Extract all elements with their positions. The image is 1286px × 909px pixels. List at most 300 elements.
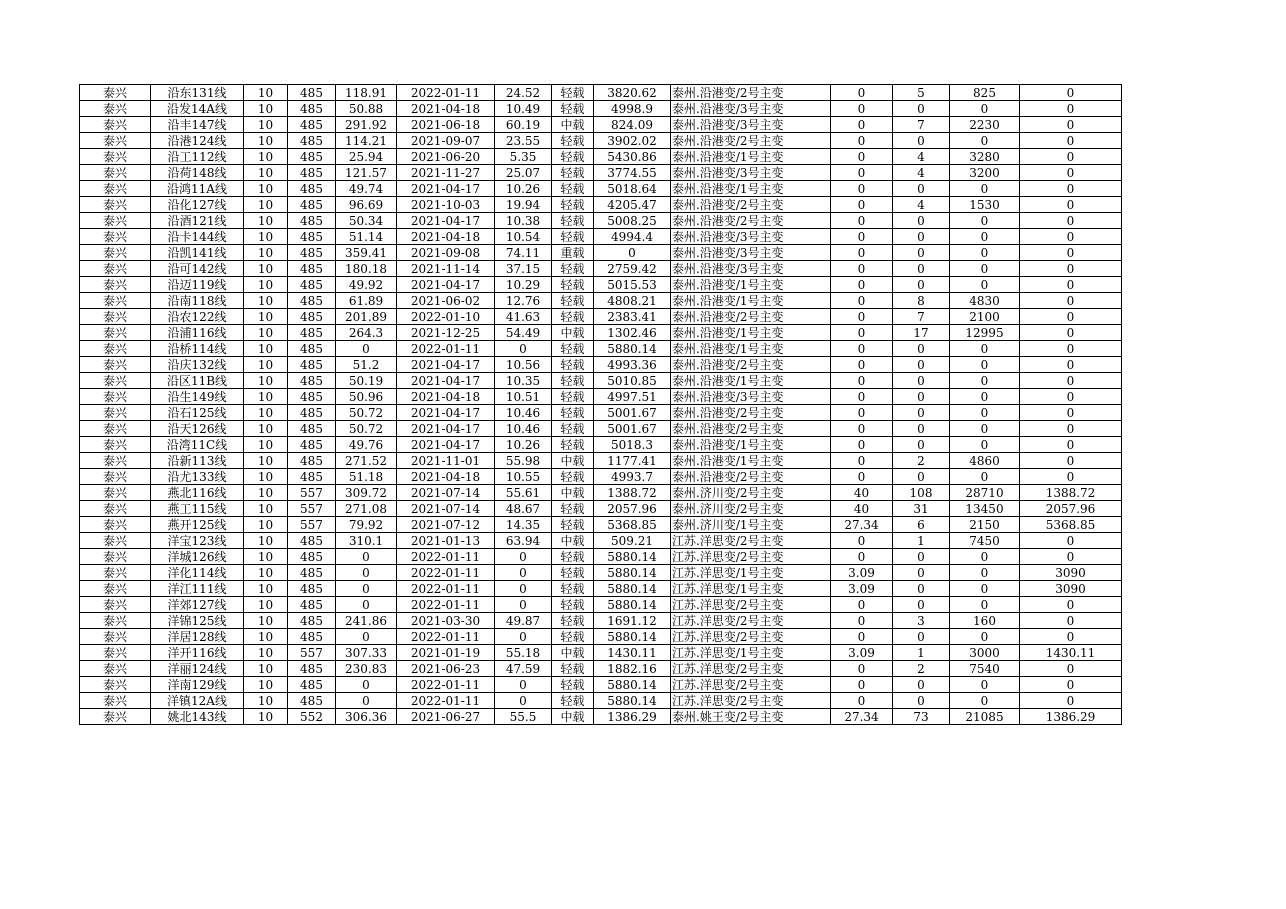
load-rate-cell[interactable]: 0 [495, 565, 552, 581]
col-k-cell[interactable]: 0 [831, 373, 893, 389]
col-n-cell[interactable]: 0 [1020, 133, 1122, 149]
voltage-cell[interactable]: 10 [244, 293, 288, 309]
rated-current-cell[interactable]: 485 [288, 85, 336, 101]
transformer-cell[interactable]: 泰州.沿港变/1号主变 [671, 181, 831, 197]
col-n-cell[interactable]: 0 [1020, 309, 1122, 325]
col-k-cell[interactable]: 0 [831, 229, 893, 245]
county-cell[interactable]: 泰兴 [80, 389, 151, 405]
margin-cell[interactable]: 4205.47 [594, 197, 671, 213]
col-l-cell[interactable]: 7 [893, 117, 950, 133]
rated-current-cell[interactable]: 485 [288, 533, 336, 549]
max-current-cell[interactable]: 49.76 [336, 437, 397, 453]
voltage-cell[interactable]: 10 [244, 85, 288, 101]
col-k-cell[interactable]: 3.09 [831, 565, 893, 581]
voltage-cell[interactable]: 10 [244, 277, 288, 293]
voltage-cell[interactable]: 10 [244, 581, 288, 597]
col-k-cell[interactable]: 0 [831, 453, 893, 469]
load-status-cell[interactable]: 轻载 [552, 581, 594, 597]
col-m-cell[interactable]: 0 [950, 277, 1020, 293]
load-rate-cell[interactable]: 10.46 [495, 421, 552, 437]
col-m-cell[interactable]: 0 [950, 693, 1020, 709]
transformer-cell[interactable]: 泰州.沿港变/1号主变 [671, 293, 831, 309]
col-l-cell[interactable]: 0 [893, 421, 950, 437]
rated-current-cell[interactable]: 485 [288, 245, 336, 261]
date-cell[interactable]: 2021-09-07 [397, 133, 495, 149]
margin-cell[interactable]: 5880.14 [594, 629, 671, 645]
max-current-cell[interactable]: 230.83 [336, 661, 397, 677]
load-status-cell[interactable]: 轻载 [552, 213, 594, 229]
col-m-cell[interactable]: 0 [950, 133, 1020, 149]
col-n-cell[interactable]: 0 [1020, 277, 1122, 293]
max-current-cell[interactable]: 50.72 [336, 405, 397, 421]
voltage-cell[interactable]: 10 [244, 645, 288, 661]
voltage-cell[interactable]: 10 [244, 485, 288, 501]
county-cell[interactable]: 泰兴 [80, 565, 151, 581]
col-n-cell[interactable]: 5368.85 [1020, 517, 1122, 533]
col-m-cell[interactable]: 12995 [950, 325, 1020, 341]
load-rate-cell[interactable]: 48.67 [495, 501, 552, 517]
county-cell[interactable]: 泰兴 [80, 101, 151, 117]
col-m-cell[interactable]: 3200 [950, 165, 1020, 181]
voltage-cell[interactable]: 10 [244, 197, 288, 213]
rated-current-cell[interactable]: 485 [288, 309, 336, 325]
col-k-cell[interactable]: 0 [831, 149, 893, 165]
line-name-cell[interactable]: 洋锦125线 [151, 613, 244, 629]
margin-cell[interactable]: 1691.12 [594, 613, 671, 629]
max-current-cell[interactable]: 271.52 [336, 453, 397, 469]
transformer-cell[interactable]: 江苏.洋思变/2号主变 [671, 613, 831, 629]
margin-cell[interactable]: 0 [594, 245, 671, 261]
date-cell[interactable]: 2021-11-01 [397, 453, 495, 469]
col-m-cell[interactable]: 825 [950, 85, 1020, 101]
county-cell[interactable]: 泰兴 [80, 117, 151, 133]
load-status-cell[interactable]: 中载 [552, 325, 594, 341]
col-l-cell[interactable]: 3 [893, 613, 950, 629]
line-name-cell[interactable]: 燕北116线 [151, 485, 244, 501]
county-cell[interactable]: 泰兴 [80, 645, 151, 661]
transformer-cell[interactable]: 泰州.济川变/2号主变 [671, 501, 831, 517]
transformer-cell[interactable]: 泰州.沿港变/2号主变 [671, 421, 831, 437]
date-cell[interactable]: 2021-04-17 [397, 213, 495, 229]
county-cell[interactable]: 泰兴 [80, 549, 151, 565]
col-l-cell[interactable]: 0 [893, 549, 950, 565]
voltage-cell[interactable]: 10 [244, 693, 288, 709]
col-m-cell[interactable]: 0 [950, 405, 1020, 421]
line-name-cell[interactable]: 沿尤133线 [151, 469, 244, 485]
line-name-cell[interactable]: 沿石125线 [151, 405, 244, 421]
transformer-cell[interactable]: 泰州.济川变/2号主变 [671, 485, 831, 501]
col-n-cell[interactable]: 0 [1020, 101, 1122, 117]
max-current-cell[interactable]: 51.18 [336, 469, 397, 485]
line-name-cell[interactable]: 沿丰147线 [151, 117, 244, 133]
col-m-cell[interactable]: 0 [950, 341, 1020, 357]
col-l-cell[interactable]: 8 [893, 293, 950, 309]
load-rate-cell[interactable]: 14.35 [495, 517, 552, 533]
col-k-cell[interactable]: 0 [831, 293, 893, 309]
transformer-cell[interactable]: 泰州.沿港变/3号主变 [671, 389, 831, 405]
date-cell[interactable]: 2021-01-13 [397, 533, 495, 549]
line-name-cell[interactable]: 洋丽124线 [151, 661, 244, 677]
col-n-cell[interactable]: 0 [1020, 85, 1122, 101]
rated-current-cell[interactable]: 485 [288, 181, 336, 197]
line-name-cell[interactable]: 沿浦116线 [151, 325, 244, 341]
transformer-cell[interactable]: 泰州.沿港变/1号主变 [671, 149, 831, 165]
col-m-cell[interactable]: 4860 [950, 453, 1020, 469]
max-current-cell[interactable]: 50.19 [336, 373, 397, 389]
voltage-cell[interactable]: 10 [244, 613, 288, 629]
margin-cell[interactable]: 4997.51 [594, 389, 671, 405]
col-n-cell[interactable]: 0 [1020, 389, 1122, 405]
rated-current-cell[interactable]: 485 [288, 341, 336, 357]
line-name-cell[interactable]: 沿凯141线 [151, 245, 244, 261]
margin-cell[interactable]: 1430.11 [594, 645, 671, 661]
rated-current-cell[interactable]: 557 [288, 485, 336, 501]
load-status-cell[interactable]: 轻载 [552, 565, 594, 581]
load-status-cell[interactable]: 轻载 [552, 389, 594, 405]
county-cell[interactable]: 泰兴 [80, 533, 151, 549]
date-cell[interactable]: 2021-06-18 [397, 117, 495, 133]
col-l-cell[interactable]: 1 [893, 645, 950, 661]
load-status-cell[interactable]: 中载 [552, 645, 594, 661]
max-current-cell[interactable]: 79.92 [336, 517, 397, 533]
margin-cell[interactable]: 5018.64 [594, 181, 671, 197]
col-m-cell[interactable]: 0 [950, 245, 1020, 261]
transformer-cell[interactable]: 江苏.洋思变/2号主变 [671, 549, 831, 565]
max-current-cell[interactable]: 96.69 [336, 197, 397, 213]
col-n-cell[interactable]: 0 [1020, 325, 1122, 341]
rated-current-cell[interactable]: 485 [288, 469, 336, 485]
voltage-cell[interactable]: 10 [244, 149, 288, 165]
date-cell[interactable]: 2021-09-08 [397, 245, 495, 261]
max-current-cell[interactable]: 310.1 [336, 533, 397, 549]
county-cell[interactable]: 泰兴 [80, 293, 151, 309]
rated-current-cell[interactable]: 557 [288, 645, 336, 661]
load-status-cell[interactable]: 轻载 [552, 181, 594, 197]
load-rate-cell[interactable]: 63.94 [495, 533, 552, 549]
max-current-cell[interactable]: 0 [336, 597, 397, 613]
margin-cell[interactable]: 4994.4 [594, 229, 671, 245]
rated-current-cell[interactable]: 485 [288, 325, 336, 341]
county-cell[interactable]: 泰兴 [80, 213, 151, 229]
col-l-cell[interactable]: 0 [893, 213, 950, 229]
col-k-cell[interactable]: 27.34 [831, 517, 893, 533]
voltage-cell[interactable]: 10 [244, 709, 288, 725]
voltage-cell[interactable]: 10 [244, 677, 288, 693]
load-rate-cell[interactable]: 60.19 [495, 117, 552, 133]
voltage-cell[interactable]: 10 [244, 117, 288, 133]
date-cell[interactable]: 2021-06-27 [397, 709, 495, 725]
load-rate-cell[interactable]: 10.46 [495, 405, 552, 421]
county-cell[interactable]: 泰兴 [80, 629, 151, 645]
county-cell[interactable]: 泰兴 [80, 133, 151, 149]
line-name-cell[interactable]: 沿区11B线 [151, 373, 244, 389]
line-name-cell[interactable]: 沿桥114线 [151, 341, 244, 357]
col-l-cell[interactable]: 7 [893, 309, 950, 325]
col-n-cell[interactable]: 0 [1020, 405, 1122, 421]
line-name-cell[interactable]: 洋城126线 [151, 549, 244, 565]
line-name-cell[interactable]: 沿农122线 [151, 309, 244, 325]
date-cell[interactable]: 2021-04-18 [397, 389, 495, 405]
col-k-cell[interactable]: 0 [831, 309, 893, 325]
col-l-cell[interactable]: 73 [893, 709, 950, 725]
voltage-cell[interactable]: 10 [244, 229, 288, 245]
col-k-cell[interactable]: 0 [831, 677, 893, 693]
margin-cell[interactable]: 5018.3 [594, 437, 671, 453]
col-n-cell[interactable]: 1430.11 [1020, 645, 1122, 661]
max-current-cell[interactable]: 0 [336, 549, 397, 565]
col-n-cell[interactable]: 0 [1020, 533, 1122, 549]
rated-current-cell[interactable]: 485 [288, 693, 336, 709]
date-cell[interactable]: 2022-01-11 [397, 597, 495, 613]
county-cell[interactable]: 泰兴 [80, 453, 151, 469]
load-status-cell[interactable]: 轻载 [552, 677, 594, 693]
rated-current-cell[interactable]: 485 [288, 453, 336, 469]
col-k-cell[interactable]: 0 [831, 661, 893, 677]
col-m-cell[interactable]: 1530 [950, 197, 1020, 213]
col-k-cell[interactable]: 0 [831, 549, 893, 565]
col-m-cell[interactable]: 0 [950, 229, 1020, 245]
max-current-cell[interactable]: 291.92 [336, 117, 397, 133]
voltage-cell[interactable]: 10 [244, 517, 288, 533]
line-name-cell[interactable]: 洋镇12A线 [151, 693, 244, 709]
col-m-cell[interactable]: 7540 [950, 661, 1020, 677]
col-n-cell[interactable]: 1386.29 [1020, 709, 1122, 725]
county-cell[interactable]: 泰兴 [80, 709, 151, 725]
margin-cell[interactable]: 3774.55 [594, 165, 671, 181]
col-m-cell[interactable]: 0 [950, 469, 1020, 485]
col-m-cell[interactable]: 0 [950, 581, 1020, 597]
rated-current-cell[interactable]: 485 [288, 213, 336, 229]
line-name-cell[interactable]: 燕开125线 [151, 517, 244, 533]
col-k-cell[interactable]: 0 [831, 405, 893, 421]
col-k-cell[interactable]: 0 [831, 245, 893, 261]
col-n-cell[interactable]: 3090 [1020, 565, 1122, 581]
max-current-cell[interactable]: 264.3 [336, 325, 397, 341]
col-k-cell[interactable]: 0 [831, 165, 893, 181]
margin-cell[interactable]: 3902.02 [594, 133, 671, 149]
county-cell[interactable]: 泰兴 [80, 197, 151, 213]
transformer-cell[interactable]: 江苏.洋思变/1号主变 [671, 581, 831, 597]
county-cell[interactable]: 泰兴 [80, 421, 151, 437]
col-k-cell[interactable]: 0 [831, 181, 893, 197]
date-cell[interactable]: 2021-04-17 [397, 421, 495, 437]
rated-current-cell[interactable]: 485 [288, 101, 336, 117]
load-rate-cell[interactable]: 74.11 [495, 245, 552, 261]
col-m-cell[interactable]: 0 [950, 629, 1020, 645]
col-m-cell[interactable]: 4830 [950, 293, 1020, 309]
line-name-cell[interactable]: 洋郊127线 [151, 597, 244, 613]
date-cell[interactable]: 2021-07-14 [397, 501, 495, 517]
county-cell[interactable]: 泰兴 [80, 437, 151, 453]
date-cell[interactable]: 2021-07-12 [397, 517, 495, 533]
load-rate-cell[interactable]: 10.49 [495, 101, 552, 117]
col-l-cell[interactable]: 6 [893, 517, 950, 533]
col-k-cell[interactable]: 0 [831, 133, 893, 149]
load-status-cell[interactable]: 轻载 [552, 133, 594, 149]
rated-current-cell[interactable]: 485 [288, 293, 336, 309]
margin-cell[interactable]: 1386.29 [594, 709, 671, 725]
rated-current-cell[interactable]: 485 [288, 261, 336, 277]
col-l-cell[interactable]: 0 [893, 277, 950, 293]
rated-current-cell[interactable]: 485 [288, 133, 336, 149]
load-status-cell[interactable]: 轻载 [552, 661, 594, 677]
load-status-cell[interactable]: 轻载 [552, 549, 594, 565]
rated-current-cell[interactable]: 557 [288, 501, 336, 517]
rated-current-cell[interactable]: 485 [288, 117, 336, 133]
date-cell[interactable]: 2021-04-17 [397, 437, 495, 453]
max-current-cell[interactable]: 49.74 [336, 181, 397, 197]
line-name-cell[interactable]: 洋开116线 [151, 645, 244, 661]
col-l-cell[interactable]: 0 [893, 629, 950, 645]
col-k-cell[interactable]: 0 [831, 693, 893, 709]
date-cell[interactable]: 2021-06-20 [397, 149, 495, 165]
voltage-cell[interactable]: 10 [244, 469, 288, 485]
col-l-cell[interactable]: 0 [893, 245, 950, 261]
load-status-cell[interactable]: 轻载 [552, 341, 594, 357]
transformer-cell[interactable]: 泰州.沿港变/1号主变 [671, 341, 831, 357]
max-current-cell[interactable]: 0 [336, 693, 397, 709]
col-l-cell[interactable]: 0 [893, 261, 950, 277]
date-cell[interactable]: 2021-11-14 [397, 261, 495, 277]
max-current-cell[interactable]: 0 [336, 629, 397, 645]
max-current-cell[interactable]: 50.72 [336, 421, 397, 437]
voltage-cell[interactable]: 10 [244, 501, 288, 517]
col-n-cell[interactable]: 0 [1020, 613, 1122, 629]
rated-current-cell[interactable]: 485 [288, 581, 336, 597]
transformer-cell[interactable]: 泰州.沿港变/3号主变 [671, 229, 831, 245]
margin-cell[interactable]: 5010.85 [594, 373, 671, 389]
margin-cell[interactable]: 5880.14 [594, 341, 671, 357]
col-l-cell[interactable]: 0 [893, 341, 950, 357]
line-name-cell[interactable]: 沿庆132线 [151, 357, 244, 373]
load-rate-cell[interactable]: 0 [495, 341, 552, 357]
col-n-cell[interactable]: 0 [1020, 629, 1122, 645]
date-cell[interactable]: 2021-04-17 [397, 373, 495, 389]
margin-cell[interactable]: 5880.14 [594, 677, 671, 693]
load-rate-cell[interactable]: 47.59 [495, 661, 552, 677]
county-cell[interactable]: 泰兴 [80, 661, 151, 677]
transformer-cell[interactable]: 泰州.沿港变/1号主变 [671, 277, 831, 293]
voltage-cell[interactable]: 10 [244, 533, 288, 549]
col-n-cell[interactable]: 0 [1020, 469, 1122, 485]
col-k-cell[interactable]: 0 [831, 261, 893, 277]
voltage-cell[interactable]: 10 [244, 101, 288, 117]
load-rate-cell[interactable]: 0 [495, 693, 552, 709]
max-current-cell[interactable]: 309.72 [336, 485, 397, 501]
transformer-cell[interactable]: 泰州.沿港变/2号主变 [671, 197, 831, 213]
rated-current-cell[interactable]: 485 [288, 389, 336, 405]
transformer-cell[interactable]: 泰州.沿港变/2号主变 [671, 309, 831, 325]
load-status-cell[interactable]: 重载 [552, 245, 594, 261]
col-l-cell[interactable]: 0 [893, 133, 950, 149]
rated-current-cell[interactable]: 485 [288, 661, 336, 677]
margin-cell[interactable]: 5001.67 [594, 405, 671, 421]
voltage-cell[interactable]: 10 [244, 245, 288, 261]
voltage-cell[interactable]: 10 [244, 325, 288, 341]
county-cell[interactable]: 泰兴 [80, 229, 151, 245]
col-l-cell[interactable]: 2 [893, 661, 950, 677]
load-rate-cell[interactable]: 10.55 [495, 469, 552, 485]
transformer-cell[interactable]: 江苏.洋思变/2号主变 [671, 677, 831, 693]
col-n-cell[interactable]: 0 [1020, 165, 1122, 181]
margin-cell[interactable]: 1302.46 [594, 325, 671, 341]
line-name-cell[interactable]: 沿迈119线 [151, 277, 244, 293]
load-status-cell[interactable]: 轻载 [552, 357, 594, 373]
county-cell[interactable]: 泰兴 [80, 581, 151, 597]
transformer-cell[interactable]: 江苏.洋思变/1号主变 [671, 645, 831, 661]
date-cell[interactable]: 2021-10-03 [397, 197, 495, 213]
load-status-cell[interactable]: 中载 [552, 453, 594, 469]
col-l-cell[interactable]: 0 [893, 565, 950, 581]
load-rate-cell[interactable]: 0 [495, 581, 552, 597]
margin-cell[interactable]: 1882.16 [594, 661, 671, 677]
col-k-cell[interactable]: 0 [831, 421, 893, 437]
county-cell[interactable]: 泰兴 [80, 597, 151, 613]
load-rate-cell[interactable]: 37.15 [495, 261, 552, 277]
max-current-cell[interactable]: 118.91 [336, 85, 397, 101]
date-cell[interactable]: 2022-01-11 [397, 629, 495, 645]
col-n-cell[interactable]: 1388.72 [1020, 485, 1122, 501]
col-l-cell[interactable]: 4 [893, 165, 950, 181]
load-rate-cell[interactable]: 0 [495, 549, 552, 565]
margin-cell[interactable]: 1177.41 [594, 453, 671, 469]
max-current-cell[interactable]: 51.14 [336, 229, 397, 245]
load-rate-cell[interactable]: 24.52 [495, 85, 552, 101]
col-k-cell[interactable]: 0 [831, 437, 893, 453]
max-current-cell[interactable]: 201.89 [336, 309, 397, 325]
col-n-cell[interactable]: 0 [1020, 357, 1122, 373]
margin-cell[interactable]: 824.09 [594, 117, 671, 133]
transformer-cell[interactable]: 泰州.济川变/1号主变 [671, 517, 831, 533]
load-status-cell[interactable]: 轻载 [552, 421, 594, 437]
load-rate-cell[interactable]: 10.38 [495, 213, 552, 229]
load-status-cell[interactable]: 轻载 [552, 629, 594, 645]
rated-current-cell[interactable]: 552 [288, 709, 336, 725]
date-cell[interactable]: 2022-01-11 [397, 341, 495, 357]
col-n-cell[interactable]: 0 [1020, 197, 1122, 213]
col-l-cell[interactable]: 2 [893, 453, 950, 469]
margin-cell[interactable]: 4808.21 [594, 293, 671, 309]
load-rate-cell[interactable]: 55.98 [495, 453, 552, 469]
col-m-cell[interactable]: 0 [950, 549, 1020, 565]
margin-cell[interactable]: 509.21 [594, 533, 671, 549]
county-cell[interactable]: 泰兴 [80, 501, 151, 517]
load-rate-cell[interactable]: 10.26 [495, 437, 552, 453]
rated-current-cell[interactable]: 485 [288, 629, 336, 645]
margin-cell[interactable]: 5015.53 [594, 277, 671, 293]
col-l-cell[interactable]: 0 [893, 469, 950, 485]
rated-current-cell[interactable]: 485 [288, 597, 336, 613]
col-l-cell[interactable]: 108 [893, 485, 950, 501]
line-name-cell[interactable]: 沿酒121线 [151, 213, 244, 229]
col-n-cell[interactable]: 0 [1020, 293, 1122, 309]
transformer-cell[interactable]: 泰州.沿港变/1号主变 [671, 373, 831, 389]
rated-current-cell[interactable]: 485 [288, 549, 336, 565]
transformer-cell[interactable]: 江苏.洋思变/2号主变 [671, 693, 831, 709]
margin-cell[interactable]: 1388.72 [594, 485, 671, 501]
county-cell[interactable]: 泰兴 [80, 693, 151, 709]
transformer-cell[interactable]: 江苏.洋思变/2号主变 [671, 533, 831, 549]
col-n-cell[interactable]: 3090 [1020, 581, 1122, 597]
transformer-cell[interactable]: 泰州.沿港变/3号主变 [671, 245, 831, 261]
load-rate-cell[interactable]: 10.51 [495, 389, 552, 405]
margin-cell[interactable]: 5430.86 [594, 149, 671, 165]
load-status-cell[interactable]: 轻载 [552, 85, 594, 101]
county-cell[interactable]: 泰兴 [80, 277, 151, 293]
line-name-cell[interactable]: 沿南118线 [151, 293, 244, 309]
voltage-cell[interactable]: 10 [244, 661, 288, 677]
load-rate-cell[interactable]: 10.56 [495, 357, 552, 373]
